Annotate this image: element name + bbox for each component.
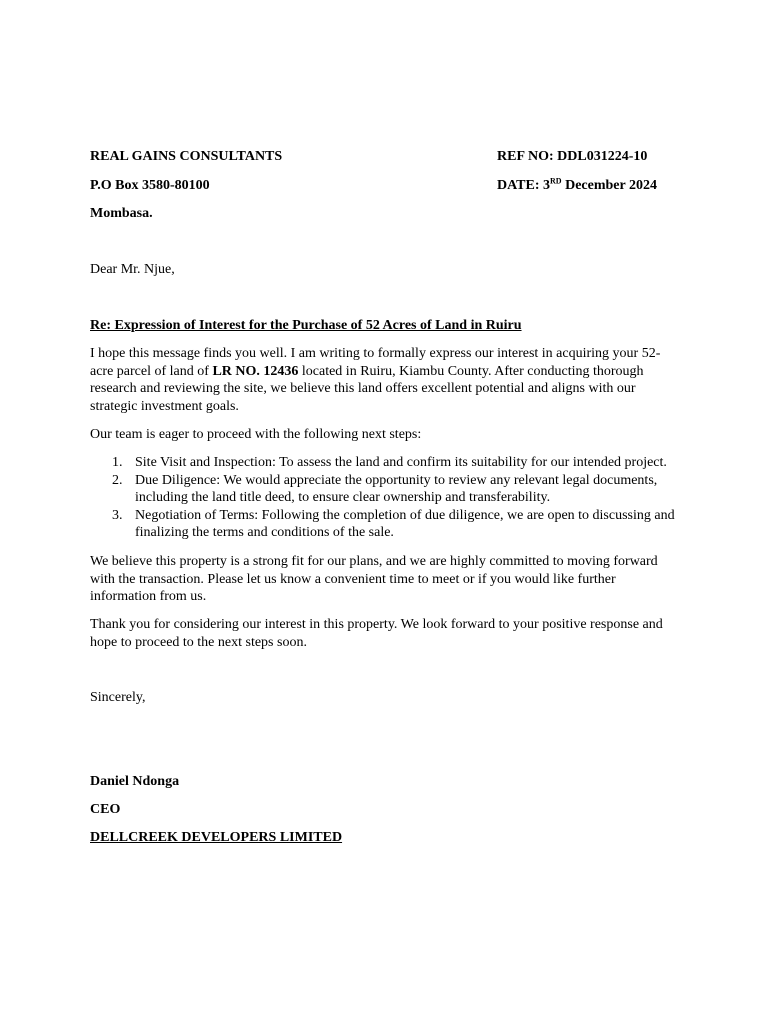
sender-city: Mombasa. [90,206,153,221]
sender-company: REAL GAINS CONSULTANTS [90,149,283,164]
body-paragraph-1 [90,345,680,415]
date-superscript: RD [550,176,562,186]
paragraph-1-text-b: located in Ruiru, Kiambu County. After conducting thorough research and reviewing the site, we believe this land offers excellent potential and aligns with our strategic investment goals. [90,363,644,414]
subject-line: Re: Expression of Interest for the Purchase of 52 Acres of Land in Ruiru [90,318,522,333]
list-item-number: 1. [112,455,123,470]
body-paragraph-2: Our team is eager to proceed with the following next steps: [90,427,422,442]
date-suffix: December 2024 [561,178,657,193]
date-prefix: DATE: 3 [497,178,551,193]
list-item [90,454,680,472]
signatory-title: CEO [90,802,121,817]
sender-po-box: P.O Box 3580-80100 [90,178,210,193]
list-item-text: Negotiation of Terms: Following the completion of due diligence, we are open to discussing and finalizing the terms and conditions of the sale. [135,507,675,540]
letter-date [497,177,657,195]
land-reference-number: LR NO. 12436 [212,363,299,379]
next-steps-list [90,454,680,542]
reference-number: REF NO: DDL031224-10 [497,149,648,164]
list-item [90,472,680,507]
paragraph-1-text-a: I hope this message finds you well. I am writing to formally express our interest in acquiring your 52-acre parcel of land of [90,346,661,379]
signatory-name: Daniel Ndonga [90,774,180,789]
list-item-text: Site Visit and Inspection: To assess the land and confirm its suitability for our intended project. [135,455,667,470]
list-item-text: Due Diligence: We would appreciate the opportunity to review any relevant legal documents, including the land title deed, to ensure clear ownership and transferability. [135,472,658,505]
signatory-company: DELLCREEK DEVELOPERS LIMITED [90,830,343,845]
list-item-number: 2. [112,472,123,488]
list-item [90,507,680,542]
body-paragraph-4: Thank you for considering our interest in this property. We look forward to your positive response and hope to proceed to the next steps soon. [90,617,663,650]
list-item-number: 3. [112,507,123,523]
body-paragraph-3: We believe this property is a strong fit for our plans, and we are highly committed to moving forward with the transaction. Please let us know a convenient time to meet or if you would like further information from us. [90,554,658,604]
closing: Sincerely, [90,690,146,705]
salutation: Dear Mr. Njue, [90,262,175,277]
